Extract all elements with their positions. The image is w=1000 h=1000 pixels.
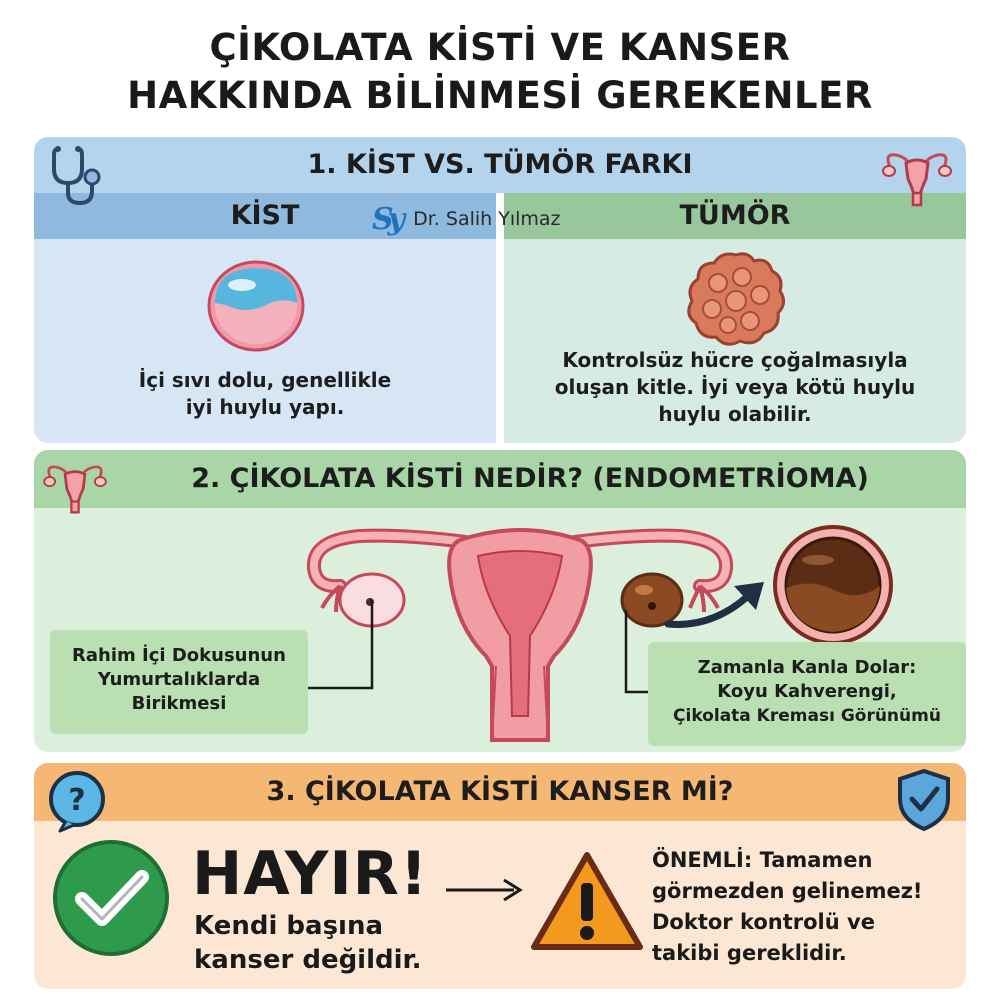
left-label-line-1: Rahim İçi Dokusunun bbox=[72, 645, 286, 666]
answer-sub-line-2: kanser değildir. bbox=[194, 945, 422, 975]
right-label-line-3: Çikolata Kreması Görünümü bbox=[673, 706, 941, 726]
section1-heading: 1. KİST VS. TÜMÖR FARKI bbox=[34, 137, 966, 193]
tumor-icon bbox=[684, 249, 788, 349]
shield-check-icon bbox=[896, 767, 952, 831]
section-kist-vs-tumor bbox=[34, 137, 966, 443]
section2-heading: 2. ÇİKOLATA KİSTİ NEDİR? (ENDOMETRİOMA) bbox=[34, 450, 966, 508]
right-label-line-1: Zamanla Kanla Dolar: bbox=[697, 657, 917, 678]
arrow-icon bbox=[444, 877, 526, 903]
endometrioma-icon bbox=[772, 524, 894, 646]
uterus-icon bbox=[880, 145, 954, 209]
kist-desc-line-1: İçi sıvı dolu, genellikle bbox=[138, 368, 392, 392]
kist-desc-line-2: iyi huylu yapı. bbox=[185, 395, 345, 419]
title-line-1: ÇİKOLATA KİSTİ VE KANSER bbox=[209, 26, 791, 69]
title-line-2: HAKKINDA BİLİNMESİ GEREKENLER bbox=[127, 74, 873, 117]
important-line-1: ÖNEMLİ: Tamamen bbox=[652, 848, 873, 872]
important-line-2: görmezden gelinemez! bbox=[652, 879, 923, 903]
check-icon bbox=[52, 839, 170, 957]
right-label-line-2: Koyu Kahverengi, bbox=[717, 681, 897, 702]
left-label bbox=[50, 630, 308, 734]
kist-label: KİST bbox=[34, 193, 496, 239]
left-label-line-2: Yumurtalıklarda bbox=[97, 669, 261, 690]
logo-monogram: Sy bbox=[372, 201, 400, 237]
tumor-desc-line-1: Kontrolsüz hücre çoğalmasıyla bbox=[562, 348, 908, 372]
answer-subtext bbox=[194, 909, 422, 977]
important-line-4: takibi gereklidir. bbox=[652, 941, 847, 965]
brand-logo bbox=[372, 199, 612, 239]
logo-name: Dr. Salih Yılmaz bbox=[413, 208, 561, 230]
important-note bbox=[652, 845, 923, 969]
section3-heading: 3. ÇİKOLATA KİSTİ KANSER Mİ? bbox=[34, 763, 966, 821]
svg-text:?: ? bbox=[68, 783, 86, 818]
tumor-desc-line-2: oluşan kitle. İyi veya kötü huylu bbox=[554, 375, 916, 399]
left-label-line-3: Birikmesi bbox=[131, 693, 227, 714]
answer-sub-line-1: Kendi başına bbox=[194, 911, 384, 941]
tumor-desc-line-3: huylu olabilir. bbox=[658, 402, 812, 426]
warning-icon bbox=[528, 849, 646, 955]
cyst-icon bbox=[206, 259, 306, 353]
important-line-3: Doktor kontrolü ve bbox=[652, 910, 875, 934]
right-label bbox=[648, 642, 966, 746]
arrow-icon bbox=[662, 578, 772, 634]
section-is-it-cancer bbox=[34, 763, 966, 989]
tumor-description bbox=[504, 347, 966, 428]
answer-heading: HAYIR! bbox=[192, 839, 429, 909]
tumor-label: TÜMÖR bbox=[504, 193, 966, 239]
page-title bbox=[0, 24, 1000, 120]
stethoscope-icon bbox=[48, 143, 108, 209]
question-icon bbox=[46, 769, 108, 833]
kist-description bbox=[34, 367, 496, 421]
section-endometrioma bbox=[34, 450, 966, 752]
